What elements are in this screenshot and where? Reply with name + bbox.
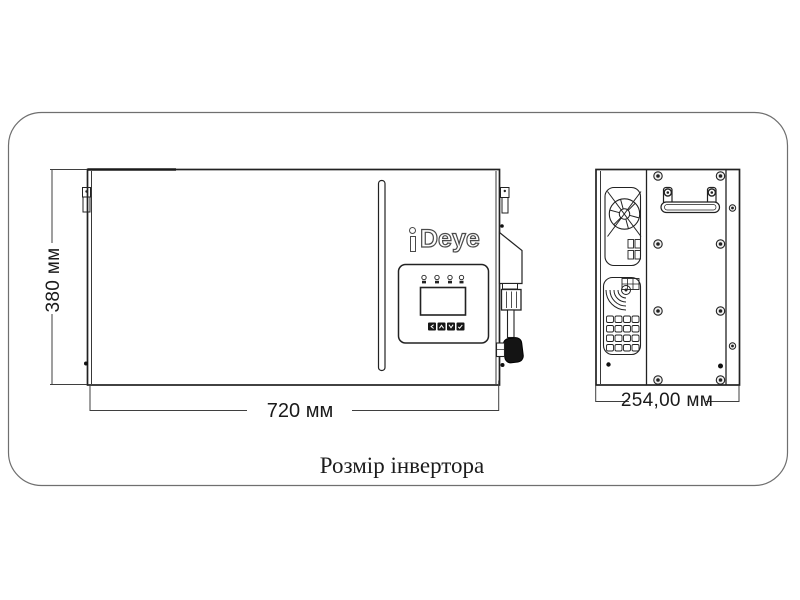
knob <box>503 337 524 364</box>
logo-flame-icon <box>409 226 420 252</box>
front-view <box>83 170 524 386</box>
logo-text: Deye <box>420 225 480 253</box>
cable-bracket <box>500 233 523 284</box>
depth-dimension-label: 254,00 мм <box>620 390 714 411</box>
right-side-connectors <box>497 188 524 368</box>
left-screw-dot <box>84 362 88 366</box>
width-dimension-label: 720 мм <box>266 400 334 422</box>
deye-logo <box>409 225 480 252</box>
height-dimension-label: 380 мм <box>43 247 64 313</box>
figure-caption: Розмір інвертора <box>319 453 485 478</box>
side-view <box>596 170 740 386</box>
